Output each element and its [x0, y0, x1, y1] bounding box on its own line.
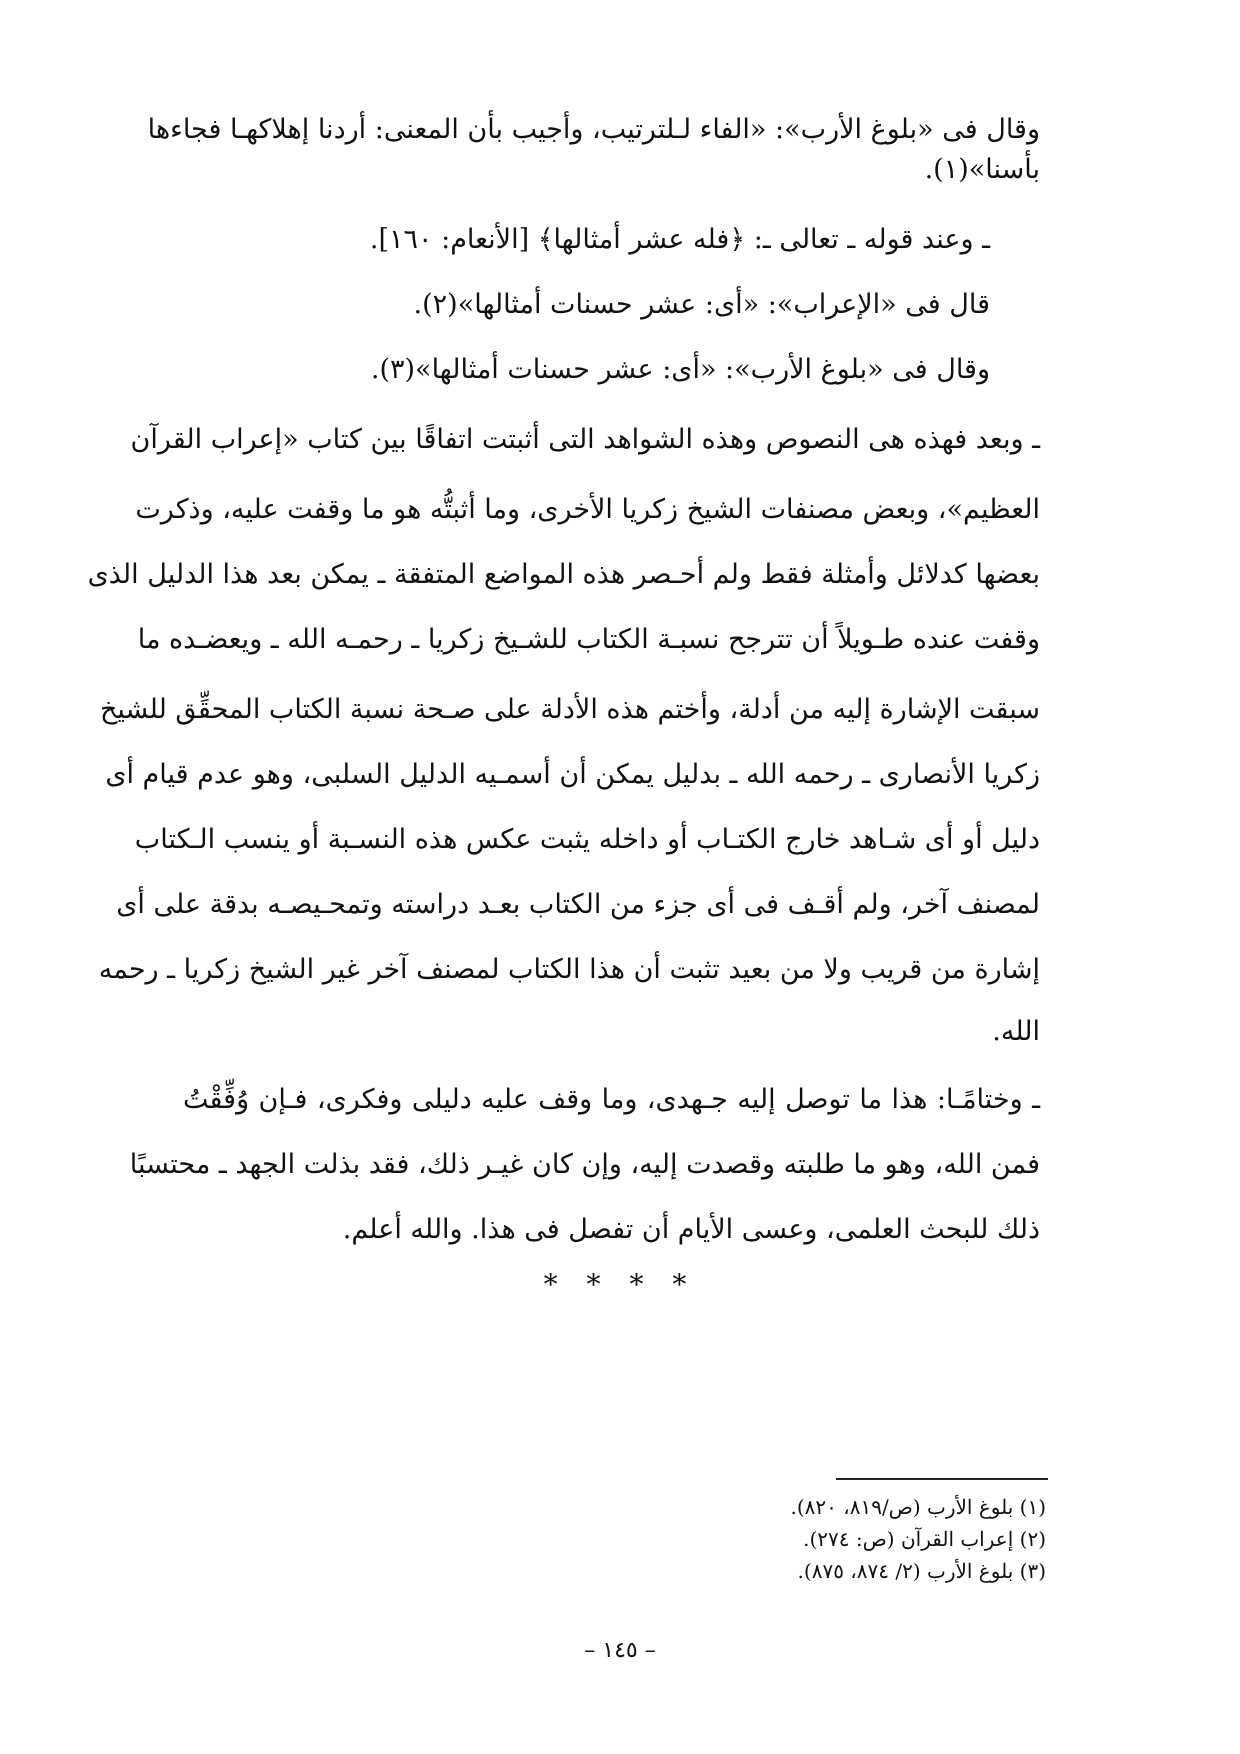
footnote-1: (١) بلوغ الأرب (ص/٨١٩، ٨٢٠).	[790, 1495, 1046, 1519]
body-line-12: دليل أو أى شـاهد خارج الكتـاب أو داخله يثبت عكس هذه النسـبة أو ينسب الـكتاب	[134, 824, 1040, 855]
page-number: – ١٤٥ –	[584, 1638, 656, 1663]
body-line-11: زكريا الأنصارى ـ رحمه الله ـ بدليل يمكن أن أسمـيه الدليل السلبى، وهو عدم قيام أى	[105, 759, 1040, 790]
body-line-5: وقال فى «بلوغ الأرب»: «أى: عشر حسنات أمثالها»(٣).	[370, 354, 990, 385]
body-line-6: ـ وبعد فهذه هى النصوص وهذه الشواهد التى أثبتت اتفاقًا بين كتاب «إعراب القرآن	[130, 424, 1040, 455]
body-line-7: العظيم»، وبعض مصنفات الشيخ زكريا الأخرى، وما أثبتُّه هو ما وقفت عليه، وذكرت	[135, 494, 1040, 525]
body-line-8: بعضها كدلائل وأمثلة فقط ولم أحـصر هذه المواضع المتفقة ـ يمكن بعد هذا الدليل الذى	[87, 559, 1040, 590]
body-line-17: فمن الله، وهو ما طلبته وقصدت إليه، وإن كان غيـر ذلك، فقد بذلت الجهد ـ محتسبًا	[129, 1149, 1040, 1180]
body-line-1: وقال فى «بلوغ الأرب»: «الفاء لـلترتيب، وأجيب بأن المعنى: أردنا إهلاكهـا فجاءها	[147, 114, 1040, 145]
body-line-14: إشارة من قريب ولا من بعيد تثبت أن هذا الكتاب لمصنف آخر غير الشيخ زكريا ـ رحمه	[98, 954, 1040, 985]
body-line-16: ـ وختامًـا: هذا ما توصل إليه جـهدى، وما وقف عليه دليلى وفكرى، فـإن وُفِّقْتُ	[183, 1084, 1040, 1115]
section-separator: * * * *	[543, 1268, 697, 1301]
body-line-15: الله.	[992, 1016, 1040, 1047]
body-line-18: ذلك للبحث العلمى، وعسى الأيام أن تفصل فى هذا. والله أعلم.	[342, 1214, 1040, 1245]
body-line-4: قال فى «الإعراب»: «أى: عشر حسنات أمثالها»(٢).	[413, 289, 990, 320]
footnote-2: (٢) إعراب القرآن (ص: ٢٧٤).	[803, 1527, 1046, 1551]
body-line-2: بأسنا»(١).	[924, 154, 1040, 185]
body-line-13: لمصنف آخر، ولم أقـف فى أى جزء من الكتاب بعـد دراسته وتمحـيصـه بدقة على أى	[116, 889, 1040, 920]
footnote-3: (٣) بلوغ الأرب (٢/ ٨٧٤، ٨٧٥).	[797, 1559, 1046, 1583]
body-line-3: ـ وعند قوله ـ تعالى ـ: ﴿فله عشر أمثالها﴾ [الأنعام: ١٦٠].	[369, 224, 990, 255]
body-line-10: سبقت الإشارة إليه من أدلة، وأختم هذه الأدلة على صـحة نسبة الكتاب المحقِّق للشيخ	[99, 694, 1040, 725]
body-line-9: وقفت عنده طـويلاً أن تترجح نسبـة الكتاب للشـيخ زكريا ـ رحمـه الله ـ ويعضـده ما	[137, 624, 1040, 655]
footnote-rule	[836, 1478, 1048, 1480]
